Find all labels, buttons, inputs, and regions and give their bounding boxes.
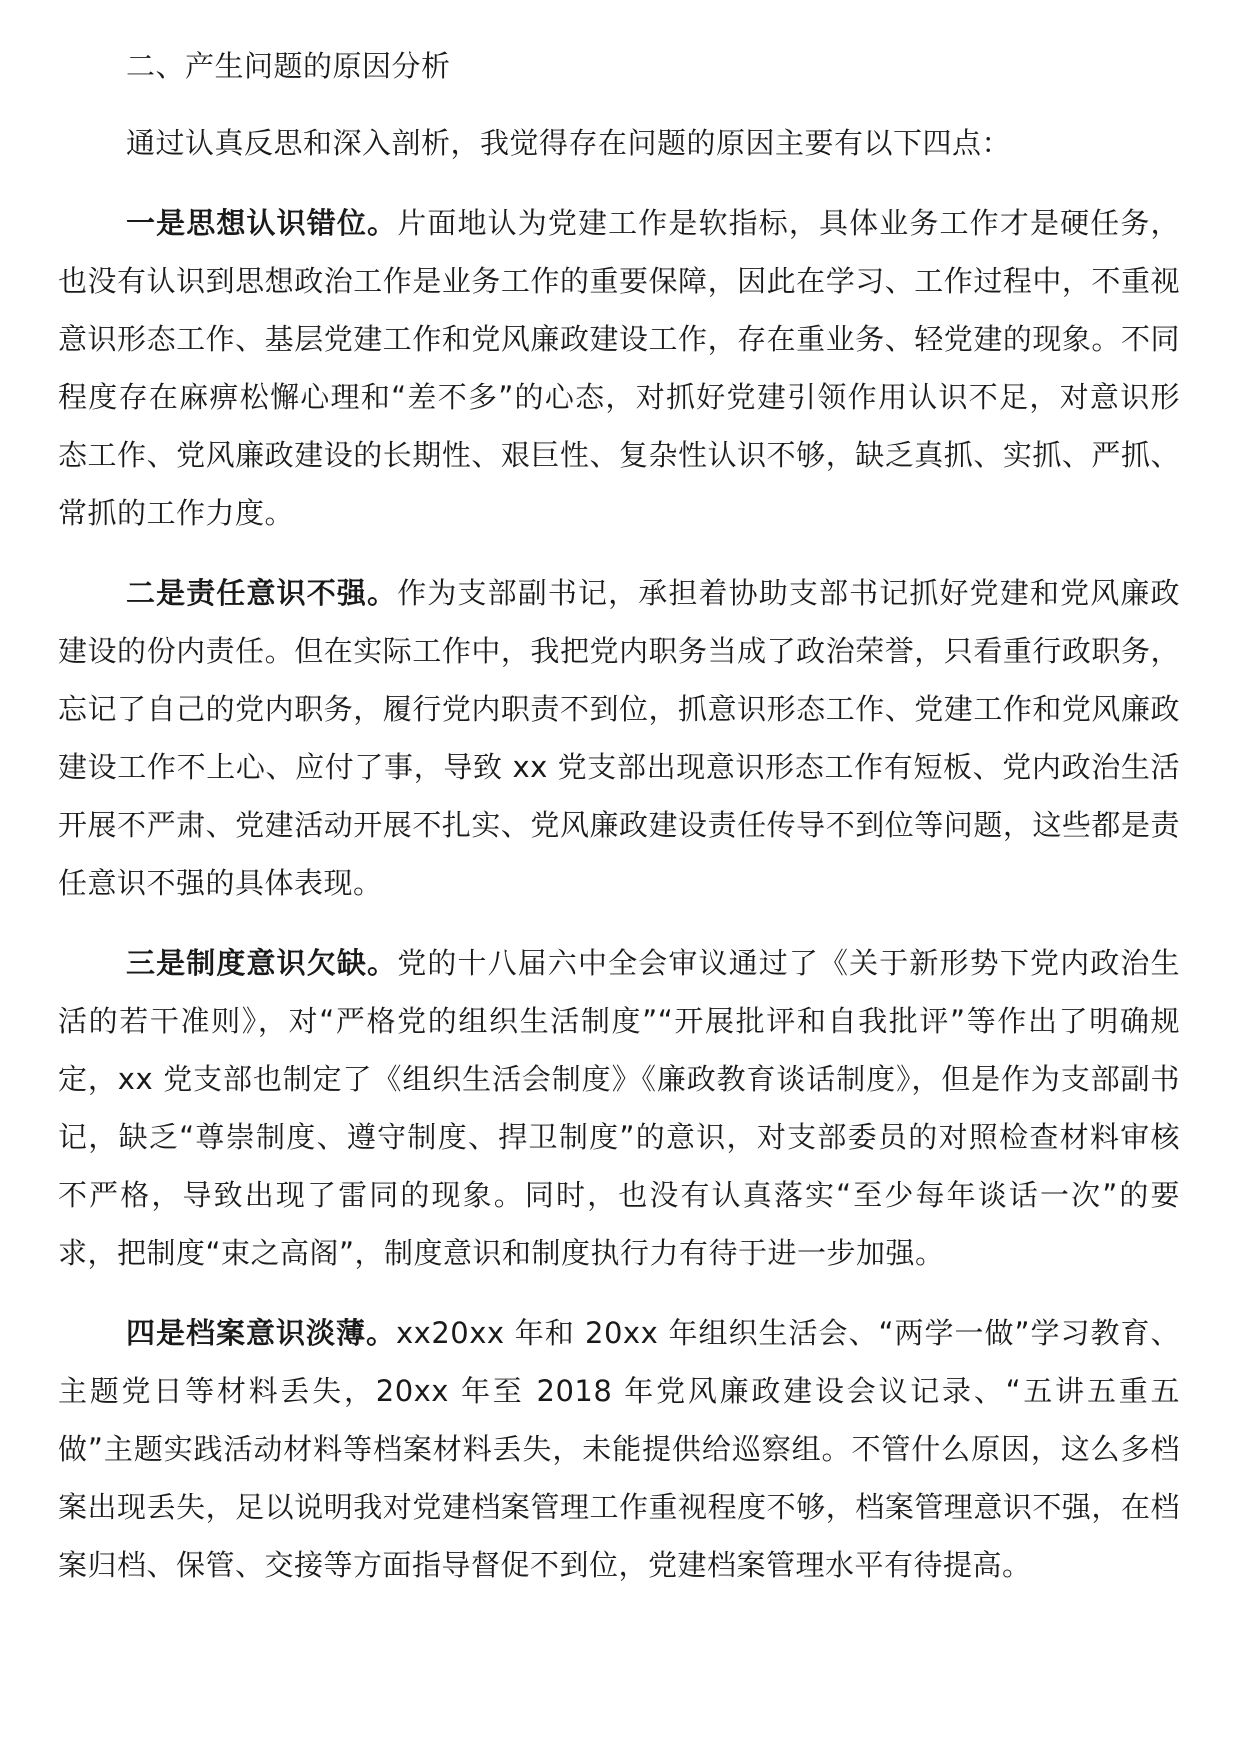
reason-text-4: xx20xx 年和 20xx 年组织生活会、“两学一做”学习教育、主题党日等材料丢失，20xx 年至 2018 年党风廉政建设会议记录、“五讲五重五做”主题实践活动材料等档案材料丢失，未能提供给巡察组。不管什么原因，这么多档案出现丢失，足以说明我对党建档案管理工作重视程度不够，档案管理意识不强，在档案归档、保管、交接等方面指导督促不到位，党建档案管理水平有待提高。 <box>58 1316 1180 1582</box>
intro-paragraph: 通过认真反思和深入剖析，我觉得存在问题的原因主要有以下四点： <box>126 126 1012 160</box>
reason-paragraph-4 <box>58 1304 1180 1594</box>
reason-lead-4: 四是档案意识淡薄。 <box>126 1316 397 1350</box>
reason-paragraph-1 <box>58 194 1180 542</box>
reason-lead-3: 三是制度意识欠缺。 <box>126 946 398 980</box>
reason-lead-2: 二是责任意识不强。 <box>126 576 398 610</box>
reason-lead-1: 一是思想认识错位。 <box>126 206 398 240</box>
reason-paragraph-3 <box>58 934 1180 1282</box>
reason-text-1: 片面地认为党建工作是软指标，具体业务工作才是硬任务，也没有认识到思想政治工作是业务工作的重要保障，因此在学习、工作过程中，不重视意识形态工作、基层党建工作和党风廉政建设工作，存在重业务、轻党建的现象。不同程度存在麻痹松懈心理和“差不多”的心态，对抓好党建引领作用认识不足，对意识形态工作、党风廉政建设的长期性、艰巨性、复杂性认识不够，缺乏真抓、实抓、严抓、常抓的工作力度。 <box>58 206 1180 530</box>
reason-text-2: 作为支部副书记，承担着协助支部书记抓好党建和党风廉政建设的份内责任。但在实际工作中，我把党内职务当成了政治荣誉，只看重行政职务，忘记了自己的党内职务，履行党内职责不到位，抓意识形态工作、党建工作和党风廉政建设工作不上心、应付了事，导致 xx 党支部出现意识形态工作有短板、党内政治生活开展不严肃、党建活动开展不扎实、党风廉政建设责任传导不到位等问题，这些都是责任意识不强的具体表现。 <box>58 576 1180 900</box>
reason-paragraph-2 <box>58 564 1180 912</box>
document-page <box>58 38 1180 1594</box>
reason-text-3: 党的十八届六中全会审议通过了《关于新形势下党内政治生活的若干准则》，对“严格党的组织生活制度”“开展批评和自我批评”等作出了明确规定，xx 党支部也制定了《组织生活会制度》《廉政教育谈话制度》，但是作为支部副书记，缺乏“尊崇制度、遵守制度、捍卫制度”的意识，对支部委员的对照检查材料审核不严格，导致出现了雷同的现象。同时，也没有认真落实“至少每年谈话一次”的要求，把制度“束之高阁”，制度意识和制度执行力有待于进一步加强。 <box>58 946 1180 1270</box>
section-heading: 二、产生问题的原因分析 <box>126 49 451 83</box>
